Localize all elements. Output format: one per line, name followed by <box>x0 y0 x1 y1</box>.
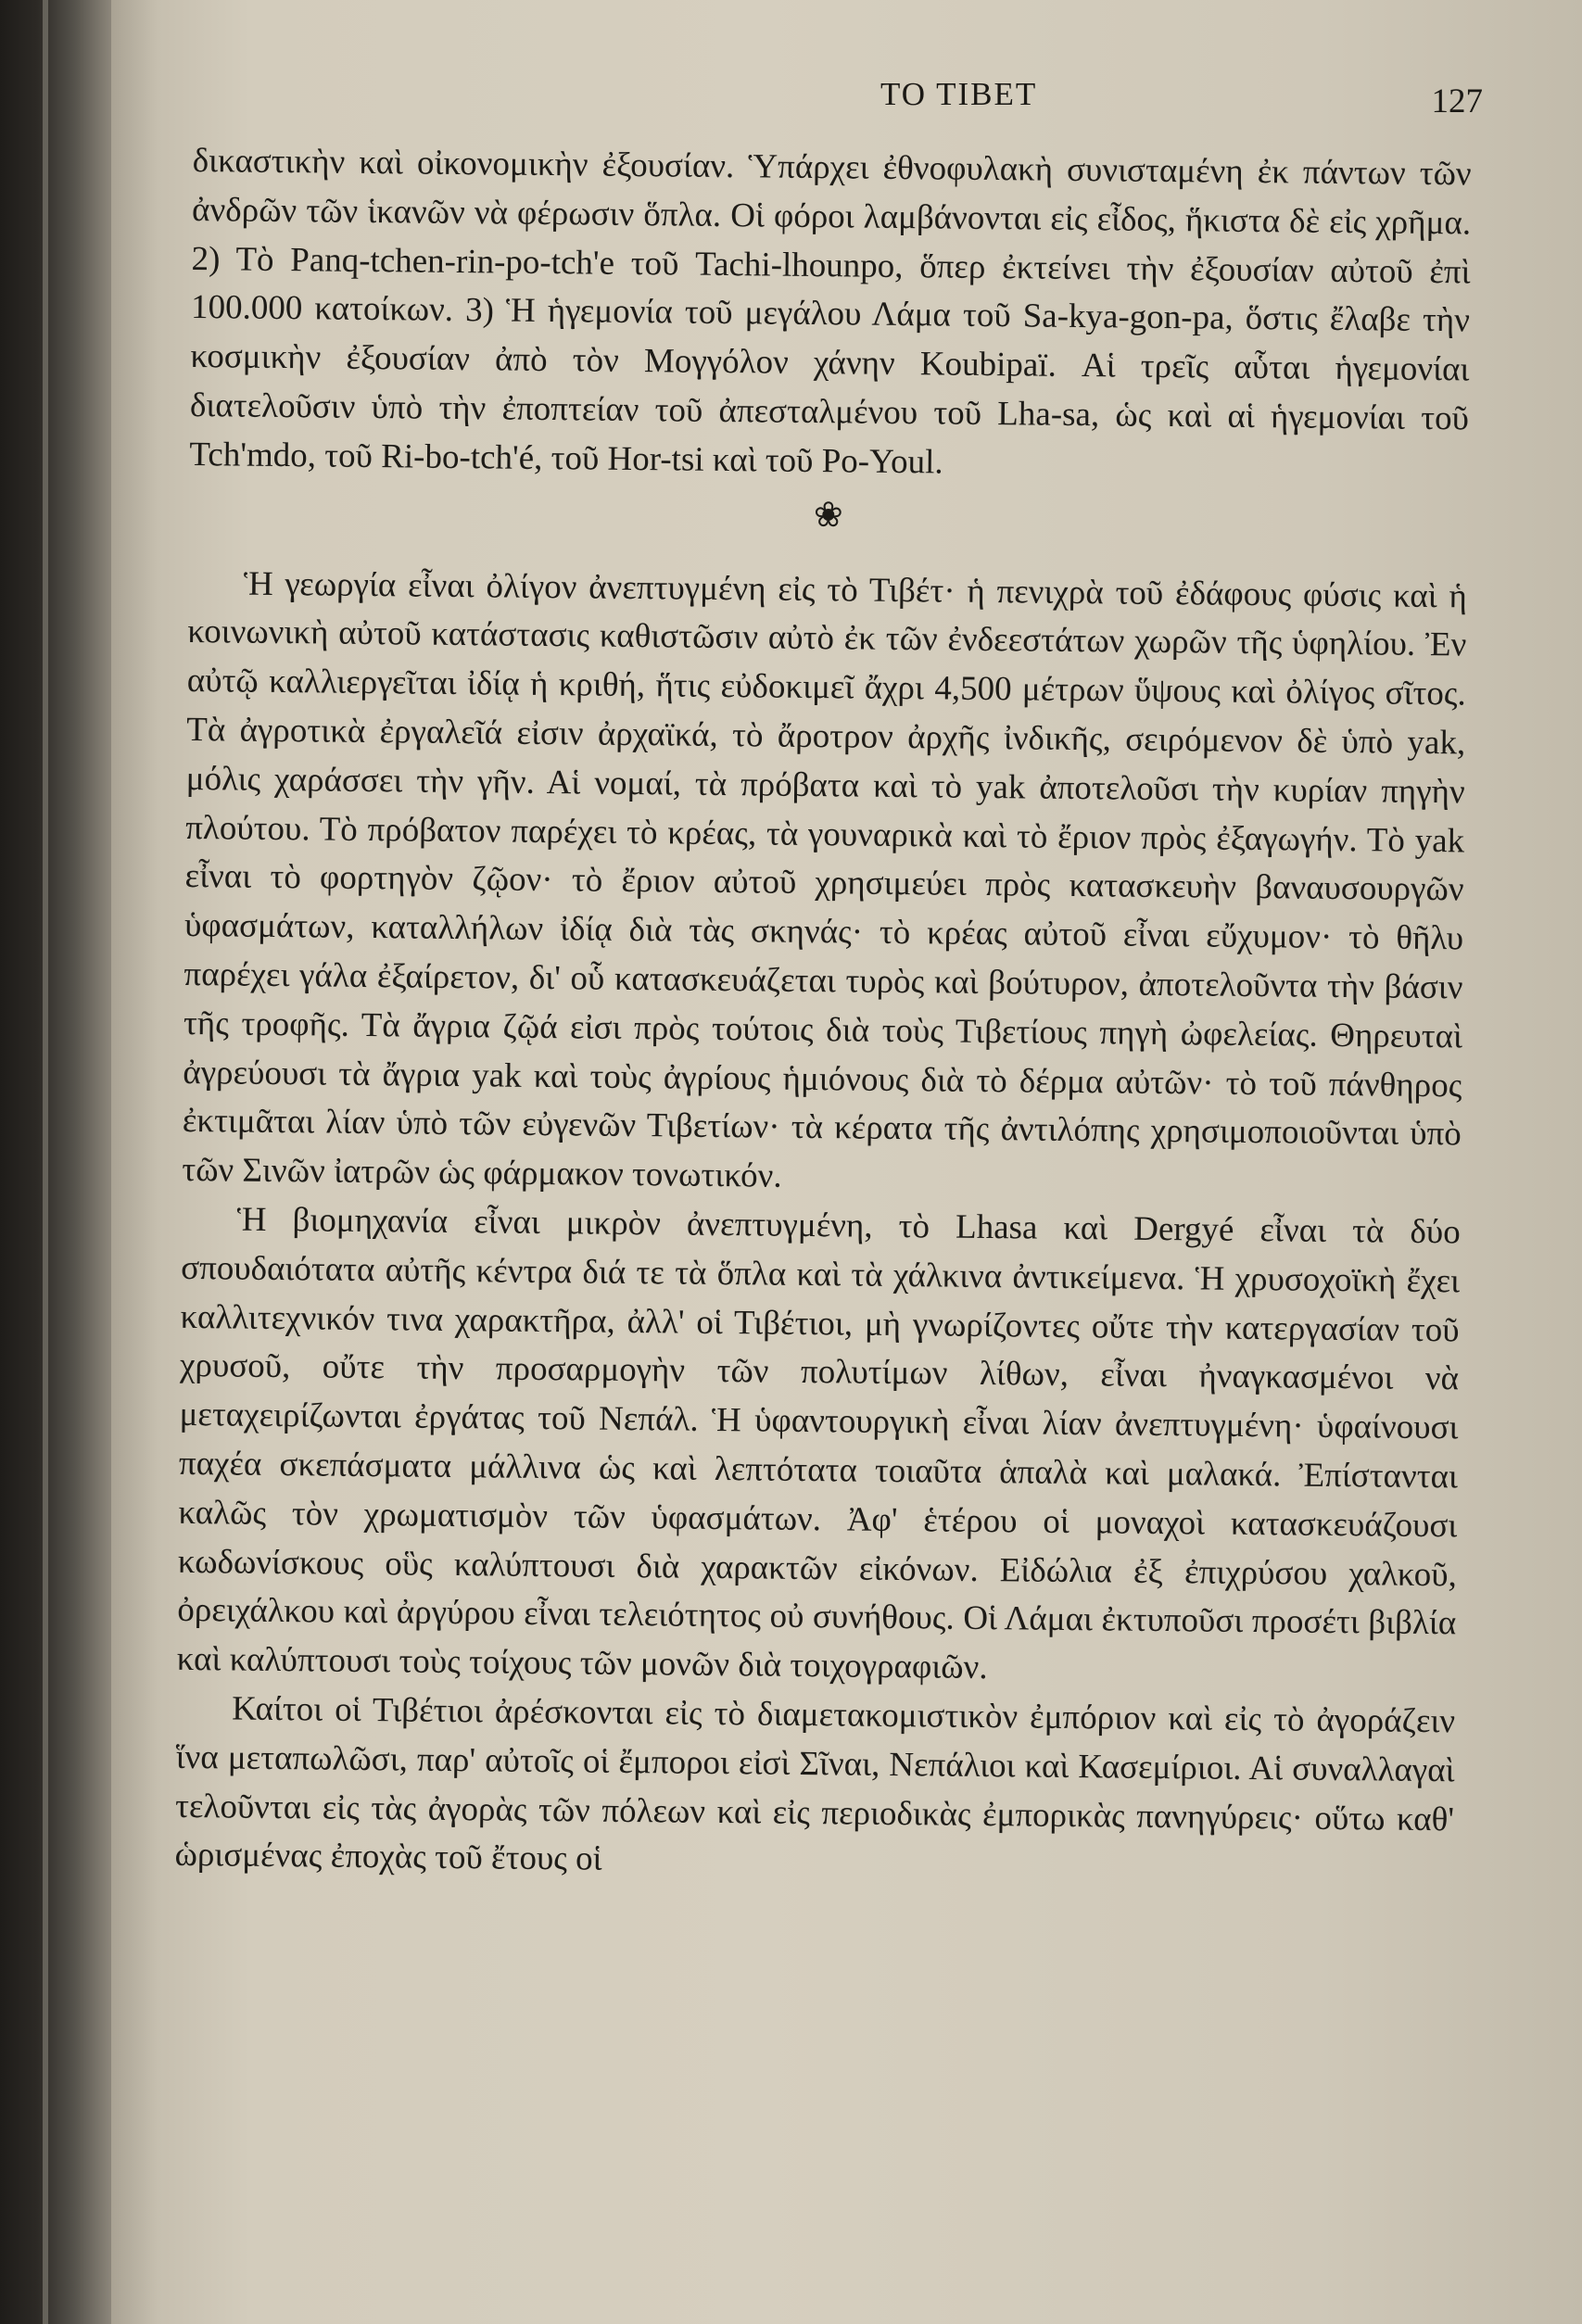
page-number: 127 <box>1431 82 1483 120</box>
paragraph-commerce: Καίτοι οἱ Τιβέτιοι ἀρέσκονται εἰς τὸ διαμετακομιστικὸν ἐμπόριον καὶ εἰς τὸ ἀγοράζειν ἵνα μεταπωλῶσι, παρ' αὐτοῖς οἱ ἔμποροι εἰσὶ Σῖναι, Νεπάλιοι καὶ Κασεμίριοι. Αἱ συναλλαγαὶ τελοῦνται εἰς τὰς ἀγορὰς τῶν πόλεων καὶ εἰς περιοδικὰς ἐμπορικὰς πανηγύρεις· οὕτω καθ' ὡρισμένας ἐποχὰς τοῦ ἔτους οἱ <box>174 1689 1456 1879</box>
paragraph-agriculture: Ἡ γεωργία εἶναι ὀλίγον ἀνεπτυγμένη εἰς τὸ Τιβέτ· ἡ πενιχρὰ τοῦ ἐδάφους φύσις καὶ ἡ κοινωνικὴ αὐτοῦ κατάστασις καθιστῶσιν αὐτὸ ἐκ τῶν ἐνδεεστάτων χωρῶν τῆς ὑφηλίου. Ἐν αὐτῷ καλλιεργεῖται ἰδίᾳ ἡ κριθή, ἥτις εὐδοκιμεῖ ἄχρι 4,500 μέτρων ὕψους καὶ ὀλίγος σῖτος. Τὰ ἀγροτικὰ ἐργαλεῖά εἰσιν ἀρχαϊκά, τὸ ἄροτρον ἀρχῆς ἰνδικῆς, σειρόμενον δὲ ὑπὸ yak, μόλις χαράσσει τὴν γῆν. Αἱ νομαί, τὰ πρόβατα καὶ τὸ yak ἀποτελοῦσι τὴν κυρίαν πηγὴν πλούτου. Τὸ πρόβατον παρέχει τὸ κρέας, τὰ γουναρικὰ καὶ τὸ ἔριον πρὸς ἐξαγωγήν. Τὸ yak εἶναι τὸ φορτηγὸν ζῷον· τὸ ἔριον αὐτοῦ χρησιμεύει πρὸς κατασκευὴν βαναυσουργῶν ὑφασμάτων, καταλλήλων ἰδίᾳ διὰ τὰς σκηνάς· τὸ κρέας αὐτοῦ εἶναι εὔχυμον· τὸ θῆλυ παρέχει γάλα ἐξαίρετον, δι' οὗ κατασκευάζεται τυρὸς καὶ βούτυρον, ἀποτελοῦντα τὴν βάσιν τῆς τροφῆς. Τὰ ἄγρια ζῷά εἰσι πρὸς τούτοις διὰ τοὺς Τιβετίους πηγὴ ὠφελείας. Θηρευταὶ ἀγρεύουσι τὰ ἄγρια yak καὶ τοὺς ἀγρίους ἡμιόνους διὰ τὸ δέρμα αὐτῶν· τὸ τοῦ πάνθηρος ἐκτιμᾶται λίαν ὑπὸ τῶν εὐγενῶν Τιβετίων· τὰ κέρατα τῆς ἀντιλόπης χρησιμοποιοῦνται ὑπὸ τῶν Σινῶν ἰατρῶν ὡς φάρμακον τονωτικόν. <box>182 564 1468 1195</box>
body-text <box>174 137 1472 1893</box>
paragraph-administration: δικαστικὴν καὶ οἰκονομικὴν ἐξουσίαν. Ὑπάρχει ἐθνοφυλακὴ συνισταμένη ἐκ πάντων τῶν ἀνδρῶν τῶν ἱκανῶν νὰ φέρωσιν ὅπλα. Οἱ φόροι λαμβάνονται εἰς εἶδος, ἥκιστα δὲ εἰς χρῆμα. 2) Τὸ Panq-tchen-rin-po-tch'e τοῦ Tachi-lhounpo, ὅπερ ἐκτείνει τὴν ἐξουσίαν αὐτοῦ ἐπὶ 100.000 κατοίκων. 3) Ἡ ἡγεμονία τοῦ μεγάλου Λάμα τοῦ Sa-kya-gon-pa, ὅστις ἔλαβε τὴν κοσμικὴν ἐξουσίαν ἀπὸ τὸν Μογγόλον χάνην Koubipaï. Αἱ τρεῖς αὗται ἡγεμονίαι διατελοῦσιν ὑπὸ τὴν ἐποπτείαν τοῦ ἀπεσταλμένου τοῦ Lha-sa, ὡς καὶ αἱ ἡγεμονίαι τοῦ Tch'mdo, τοῦ Ri-bo-tch'é, τοῦ Hor-tsi καὶ τοῦ Po-Youl. <box>189 141 1472 482</box>
book-page <box>111 0 1582 2324</box>
spine-edge-line <box>43 0 48 2324</box>
section-ornament-icon: ❀ <box>813 495 843 535</box>
paragraph-industry: Ἡ βιομηχανία εἶναι μικρὸν ἀνεπτυγμένη, τὸ Lhasa καὶ Dergyé εἶναι τὰ δύο σπουδαιότατα αὐτῆς κέντρα διά τε τὰ ὅπλα καὶ τὰ χάλκινα ἀντικείμενα. Ἡ χρυσοχοϊκὴ ἔχει καλλιτεχνικόν τινα χαρακτῆρα, ἀλλ' οἱ Τιβέτιοι, μὴ γνωρίζοντες οὔτε τὴν κατεργασίαν τοῦ χρυσοῦ, οὔτε τὴν προσαρμογὴν τῶν πολυτίμων λίθων, εἶναι ἠναγκασμένοι νὰ μεταχειρίζωνται ἐργάτας τοῦ Νεπάλ. Ἡ ὑφαντουργικὴ εἶναι λίαν ἀνεπτυγμένη· ὑφαίνουσι παχέα σκεπάσματα μάλλινα ὡς καὶ λεπτότατα τοιαῦτα ἁπαλὰ καὶ μαλακά. Ἐπίστανται καλῶς τὸν χρωματισμὸν τῶν ὑφασμάτων. Ἀφ' ἑτέρου οἱ μοναχοὶ κατασκευάζουσι κωδωνίσκους οὓς καλύπτουσι διὰ χαρακτῶν εἰκόνων. Εἰδώλια ἐξ ἐπιχρύσου χαλκοῦ, ὀρειχάλκου καὶ ἀργύρου εἶναι τελειότητος οὐ συνήθους. Οἱ Λάμαι ἐκτυποῦσι προσέτι βιβλία καὶ καλύπτουσι τοὺς τοίχους τῶν μονῶν διὰ τοιχογραφιῶν. <box>176 1200 1461 1687</box>
page-header <box>769 76 1511 132</box>
running-head: ΤΟ ΤΙΒΕΤ <box>880 76 1038 112</box>
